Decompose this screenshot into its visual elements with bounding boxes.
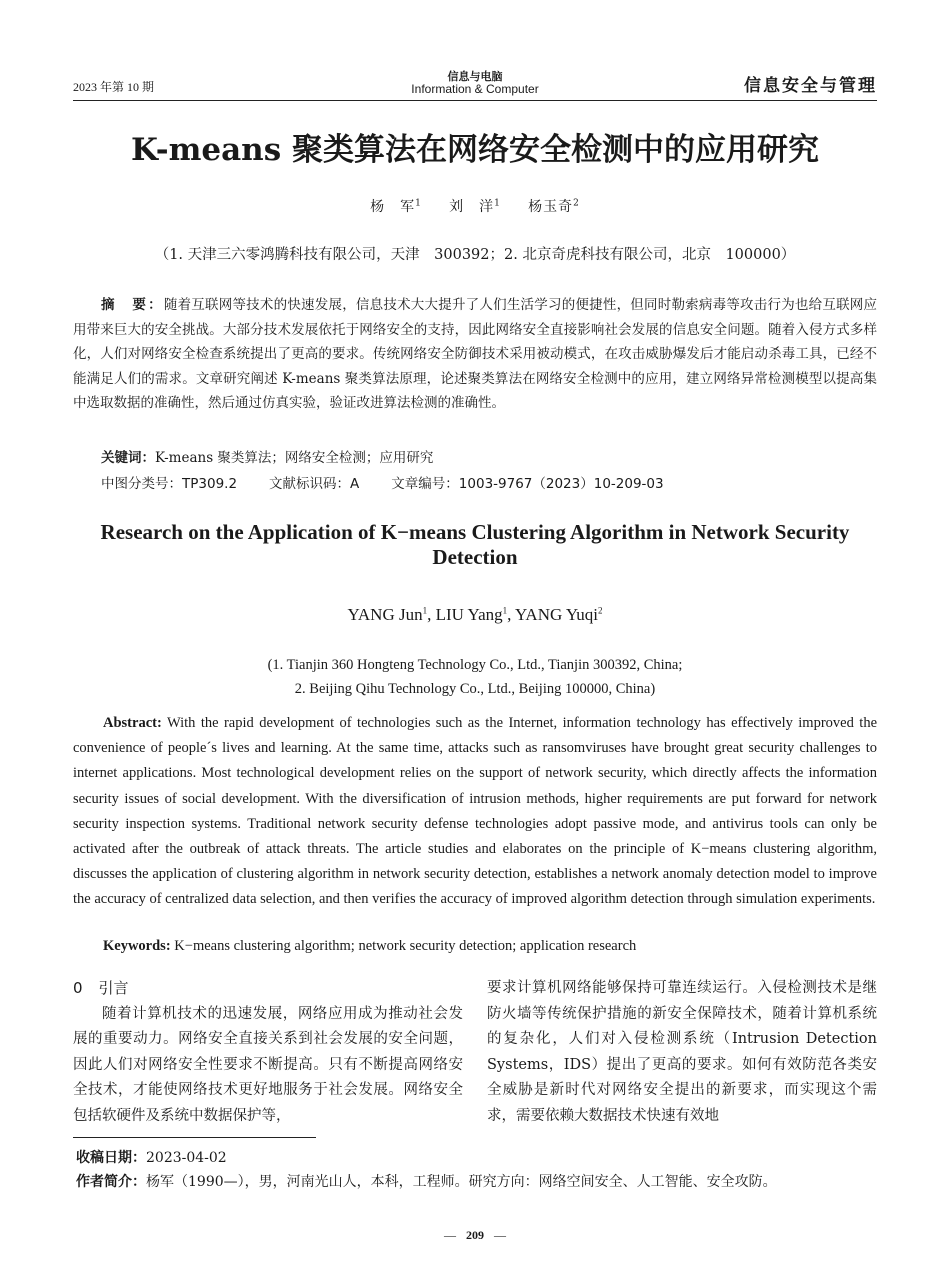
footnote-received [76,1147,227,1167]
journal-name-cn: 信息与电脑 [447,69,503,83]
document-code: 文献标识码：A [269,476,360,492]
author-name: 杨 军 [370,199,416,215]
received-label: 收稿日期： [76,1150,146,1166]
body-column-right [487,976,877,1129]
abstract-en [73,711,877,913]
affiliation-cn: （1. 天津三六零鸿腾科技有限公司，天津 300392；2. 北京奇虎科技有限公司，北京 100000） [154,247,796,263]
abstract-en-text: With the rapid development of technologies such as the Internet, information technology has effectively improved the convenience of people´s lives and learning. At the same time, attacks such as ransomviruses have brought great security challenges to internet applications. Most technological development relies on the support of network security, which directly affects the information security issues of social development. With the diversification of intrusion methods, higher requirements are put forward for network security inspection systems. Traditional network security defense technologies adopt passive mode, and antivirus tools can only be activated after the outbreak of attack threats. The article studies and elaborates on the principle of K−means clustering algorithm, discusses the application of clustering algorithm in network security detection, establishes a network anomaly detection model to improve the accuracy of centralized data selection, and then verifies the accuracy of improved algorithm detection through simulation experiments. [73,715,878,908]
author-affiliation-mark: 1 [415,198,422,209]
keywords-cn-text: K-means 聚类算法；网络安全检测；应用研究 [155,450,434,466]
body-paragraph: 随着计算机技术的迅速发展，网络应用成为推动社会发展的重要动力。网络安全直接关系到社会发展的安全问题，因此人们对网络安全性要求不断提高。只有不断提高网络安全技术，才能使网络技术更好地服务于社会发展。网络安全包括软硬件及系统中数据保护等， [73,1005,463,1124]
journal-name-en: Information & Computer [411,81,539,96]
body-paragraph: 要求计算机网络能够保持可靠连续运行。入侵检测技术是继防火墙等传统保护措施的新安全保障技术，随着计算机系统的复杂化，人们对入侵检测系统（Intrusion Detection Systems，IDS）提出了更高的要求。如何有效防范各类安全威胁是新时代对网络安全提出的新要求，而实现这个需求，需要依赖大数据技术快速有效地 [487,980,877,1124]
author-name: 刘 洋 [449,199,495,215]
clc-number: 中图分类号：TP309.2 [101,476,238,492]
bio-text: 杨军（1990—），男，河南光山人，本科，工程师。研究方向：网络空间安全、人工智能、安全攻防。 [146,1174,777,1190]
issue-label: 2023 年第 10 期 [73,80,155,94]
author-affiliation-mark: 1 [502,605,508,616]
section-label: 信息安全与管理 [744,76,877,96]
journal-name [411,71,538,96]
footnote-rule [73,1137,316,1138]
page-number: — 209 — [444,1228,506,1242]
abstract-cn-text: 随着互联网等技术的快速发展，信息技术大大提升了人们生活学习的便捷性，但同时勒索病毒等攻击行为也给互联网应用带来巨大的安全挑战。大部分技术发展依托于网络安全的支持，因此网络安全直接影响社会发展的信息安全问题。随着入侵方式多样化，人们对网络安全检查系统提出了更高的要求。传统网络安全防御技术采用被动模式，在攻击威胁爆发后才能启动杀毒工具，已经不能满足人们的需求。文章研究阐述 K-means 聚类算法原理，论述聚类算法在网络安全检测中的应用，建立网络异常检测模型以提高集中选取数据的准确性，然后通过仿真实验，验证改进算法检测的准确性。 [73,297,878,411]
paper-title-en: Research on the Application of K−means Clustering Algorithm in Network Security Detection [100,520,850,569]
section-title: 引言 [98,979,129,997]
author-affiliation-mark: 2 [573,198,580,209]
section-heading [73,976,463,1002]
keywords-en [103,938,636,955]
author-name: YANG Yuqi [515,605,598,624]
author-affiliation-mark: 1 [494,198,501,209]
paper-title-cn: K-means 聚类算法在网络安全检测中的应用研究 [131,132,819,168]
keywords-cn-label: 关键词： [101,450,155,466]
classification-line [101,472,696,492]
page-number-value: 209 [466,1228,484,1242]
keywords-en-label: Keywords: [103,938,171,954]
affiliation-en-line: (1. Tianjin 360 Hongteng Technology Co., Ltd., Tianjin 300392, China; [267,657,683,673]
keywords-cn [101,446,433,466]
affiliation-en [0,653,950,701]
footnote-author-bio [76,1171,777,1191]
author-affiliation-mark: 1 [422,605,428,616]
keywords-en-text: K−means clustering algorithm; network security detection; application research [174,938,637,954]
running-header [73,60,877,101]
received-date: 2023-04-02 [146,1150,227,1166]
abstract-cn-label: 摘 要： [101,297,164,313]
article-number: 文章编号：1003-9767（2023）10-209-03 [391,476,664,492]
bio-label: 作者简介： [76,1174,146,1190]
author-name: YANG Jun [347,605,423,624]
authors-cn [0,196,950,216]
abstract-en-label: Abstract: [103,715,162,731]
authors-en: YANG Jun$^1$, LIU Yang$^1$, YANG Yuqi$^2$ [347,605,603,624]
affiliation-en-line: 2. Beijing Qihu Technology Co., Ltd., Beijing 100000, China) [294,681,656,697]
abstract-cn [73,293,877,416]
author-affiliation-mark: 2 [598,605,603,616]
section-number: 0 [73,979,83,997]
body-column-left [73,976,463,1129]
author-name: 杨玉奇 [528,199,574,215]
author-name: LIU Yang [435,605,503,624]
